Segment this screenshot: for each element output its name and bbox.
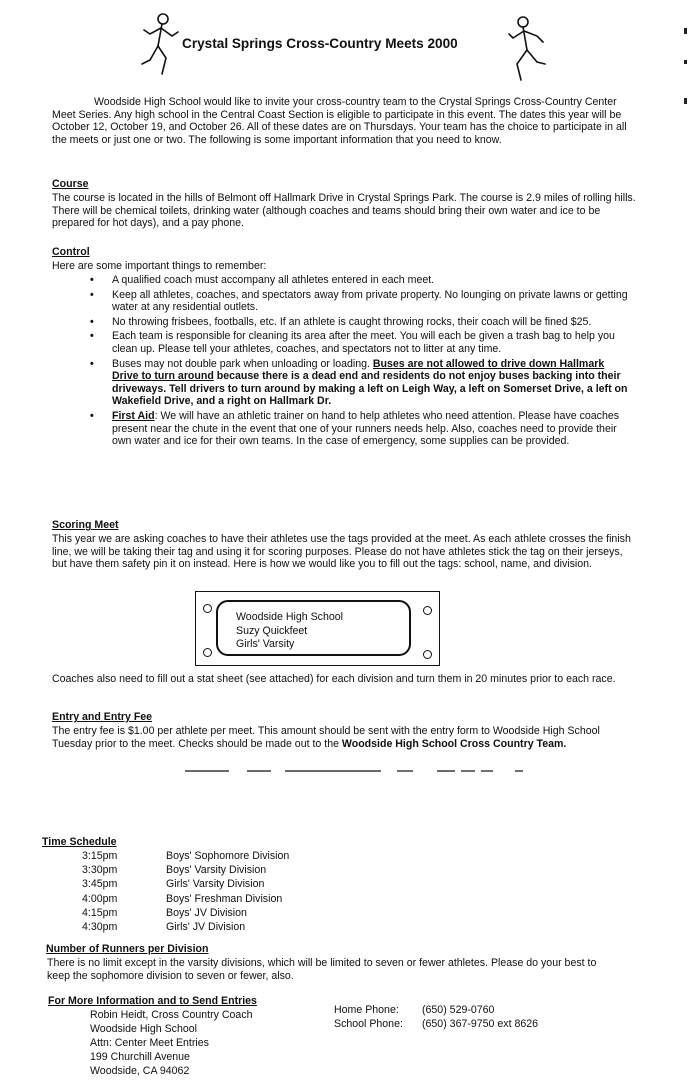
entry-payee: Woodside High School Cross Country Team. [341,737,567,750]
course-text: The course is located in the hills of Belmont off Hallmark Drive in Crystal Springs Park. The course is 2.9 miles of rolling hills. There will be chemical toilets, drinking water (although coaches and teams should bring their own water and ice to be prepared for hot days), and a pay phone. [52,192,636,230]
table-row [82,850,289,864]
tag-name: Suzy Quickfeet [236,624,308,637]
runner-left-icon [138,10,184,82]
buses-text-a: Buses may not double park when unloading or loading. [112,357,373,370]
table-row [82,907,289,921]
list-item: • No throwing frisbees, footballs, etc. If an athlete is caught throwing rocks, their coach will be fined $25. [86,316,631,329]
division-cell: Boys' JV Division [166,906,247,919]
scoring-text: This year we are asking coaches to have their athletes use the tags provided at the meet. As each athlete crosses the finish line, we will be taking their tag and using it for scoring purposes. Please do not have athletes stick the tag on their jerseys, but have them safety pin it on instead. Here is how we would like you to fill out the tags: school, name, and division. [52,533,631,571]
division-cell: Boys' Varsity Division [166,864,267,877]
division-cell: Girls' Varsity Division [166,878,265,891]
control-list [86,274,631,450]
time-cell: 3:45pm [82,878,118,891]
home-phone-value: (650) 529-0760 [422,1004,495,1016]
course-heading: Course [52,178,89,190]
more-info-heading: For More Information and to Send Entries [48,995,257,1007]
table-row [82,864,289,878]
tag-hole-icon [203,648,212,657]
first-aid-label: First Aid [112,409,155,422]
tag-division: Girls' Varsity [236,638,295,650]
time-cell: 4:15pm [82,906,118,919]
entry-text [52,725,637,750]
sample-tag [195,591,440,666]
stat-sheet-text: Coaches also need to fill out a stat sheet (see attached) for each division and turn them in 20 minutes prior to each race. [52,673,616,685]
runners-heading: Number of Runners per Division [46,943,209,955]
tag-hole-icon [423,606,432,615]
list-item-first-aid [86,410,631,448]
table-row [82,878,289,892]
division-cell: Boys' Freshman Division [166,892,283,905]
margin-marks [684,28,688,108]
time-cell: 3:15pm [82,850,118,862]
first-aid-text: : We will have an athletic trainer on hand to help athletes who need attention. Please have coaches present near the chute in the event that one of your runners needs help. Also, coaches need to provide their own water and ice for their own teams. In the case of emergency, some supplies can be provided. [112,409,620,448]
tag-label [216,600,411,656]
divider-dashes [185,770,525,772]
tag-school: Woodside High School [236,611,343,623]
school-phone-value: (650) 367-9750 ext 8626 [422,1018,539,1030]
list-item: • A qualified coach must accompany all athletes entered in each meet. [86,274,631,287]
page-title: Crystal Springs Cross-Country Meets 2000 [182,36,458,51]
control-lead: Here are some important things to remember: [52,260,267,272]
phone-block [334,1003,538,1031]
scoring-heading: Scoring Meet [52,519,119,531]
control-heading: Control [52,246,90,258]
tag-hole-icon [203,604,212,613]
contact-line: Woodside High School [90,1023,197,1035]
list-item: • Keep all athletes, coaches, and spectators away from private property. No lounging on private lawns or getting water at any residential outlets. [86,289,631,314]
buses-text-c: because there is a dead end and residents do not enjoy buses backing into their driveways. Tell drivers to turn around by making a left on Leigh Way, a left on Somerset Drive, a left on Wakefield Drive, and a right on Hallmark Dr. [112,370,628,408]
time-cell: 3:30pm [82,864,118,877]
contact-address [90,1008,253,1078]
intro-paragraph: Woodside High School would like to invite your cross-country team to the Crystal Springs Cross-Country Center Meet Series. Any high school in the Central Coast Section is eligible to participate in this event. The dates this year will be October 12, October 19, and October 26. All of these dates are on Thursdays. Your team has the choice to participate in all the meets or just one or two. The following is some important information that you need to know. [52,96,627,146]
table-row [82,893,289,907]
contact-line: Attn: Center Meet Entries [90,1037,209,1049]
division-cell: Girls' JV Division [166,920,246,933]
buses-text-b: Buses are not allowed to drive down Hallmark Drive to turn around [112,357,605,383]
entry-text-body: The entry fee is $1.00 per athlete per meet. This amount should be sent with the entry form to Woodside High School Tuesday prior to the meet. Checks should be made out to the [52,725,600,750]
schedule-heading: Time Schedule [42,836,117,848]
runner-right-icon [503,12,549,88]
runners-text: There is no limit except in the varsity divisions, which will be limited to seven or fewer athletes. Please do your best to keep the sophomore division to seven or fewer, also. [47,957,597,982]
home-phone-label: Home Phone: [334,1004,399,1016]
school-phone-label: School Phone: [334,1018,403,1030]
contact-line: Woodside, CA 94062 [90,1065,190,1077]
table-row [82,921,289,935]
entry-heading: Entry and Entry Fee [52,711,153,723]
contact-line: Robin Heidt, Cross Country Coach [90,1009,253,1021]
time-cell: 4:30pm [82,920,118,933]
list-item-buses [86,358,631,408]
time-cell: 4:00pm [82,892,118,905]
schedule-table [82,850,289,935]
division-cell: Boys' Sophomore Division [166,850,290,862]
list-item: • Each team is responsible for cleaning its area after the meet. You will each be given a trash bag to help you clean up. Please tell your athletes, coaches, and spectators not to litter at any time. [86,330,631,355]
contact-line: 199 Churchill Avenue [90,1051,190,1063]
tag-hole-icon [423,650,432,659]
